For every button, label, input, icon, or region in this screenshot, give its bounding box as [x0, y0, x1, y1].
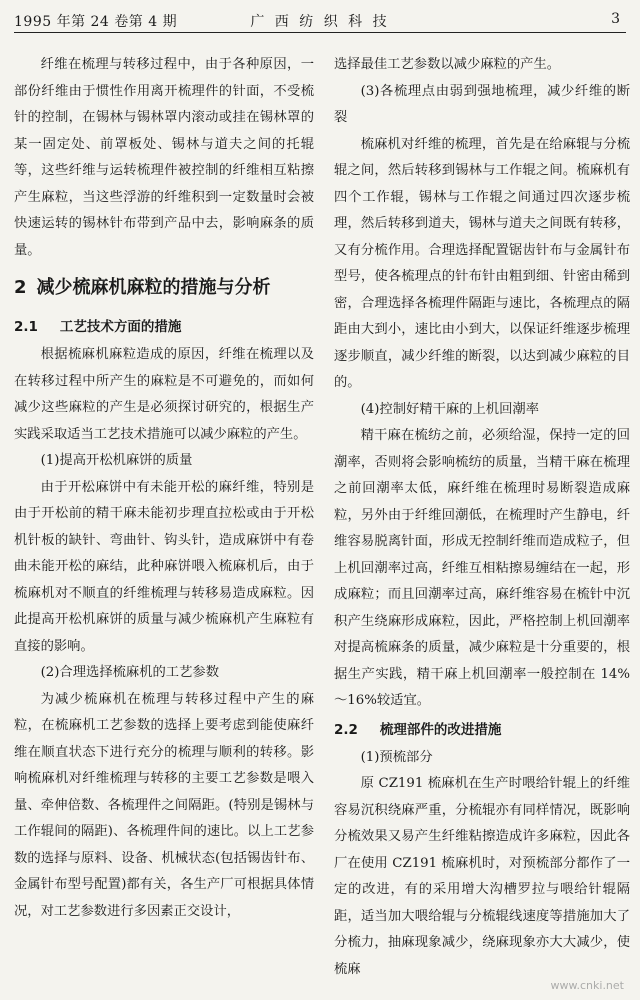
journal-issue: 1995 年第 24 卷第 4 期 [14, 14, 178, 30]
subsection-2-2-title: 梳理部件的改进措施 [379, 721, 502, 738]
subsection-2-1-title: 工艺技术方面的措施 [59, 319, 182, 335]
section-2-heading [14, 276, 314, 300]
page-number: 3 [611, 11, 620, 27]
item-5-paragraph: 原 CZ191 梳麻机在生产时喂给针辊上的纤维容易沉积绕麻严重，分梳辊亦有同样情况，既影响分梳效果又易产生纤维粘擦造成许多麻粒，因此各厂在使用 CZ191 梳麻机时，对预梳部分都作了一定的改进，有的采用增大沟槽罗拉与喂给针辊隔距，适当加大喂给辊与分梳辊线速度等措施加大了分梳力，抽麻现象减少，绕麻现象亦大大减少，使梳麻 [334, 776, 630, 977]
item-4-paragraph: 精干麻在梳纺之前，必须给湿，保持一定的回潮率，否则将会影响梳纺的质量，当精干麻在梳理之前回潮率太低，麻纤维在梳理时易断裂造成麻粒，另外由于纤维回潮低，在梳理时产生静电，纤维容易脱离针面，形成无控制纤维而造成粒子，但上机回潮率过高，纤维互相粘擦易缠结在一起，形成麻粒；而且回潮率过高，麻纤维容易在梳针中沉积产生绕麻形成麻粒，因此，严格控制上机回潮率对提高梳麻条的质量，减少麻粒是十分重要的，根据生产实践，精干麻上机回潮率一般控制在 14%～16%较适宜。 [334, 428, 630, 708]
right-column [334, 52, 630, 994]
left-column [14, 52, 314, 994]
item-2-title: (2)合理选择梳麻机的工艺参数 [40, 665, 219, 680]
journal-title: 广 西 纺 织 科 技 [250, 14, 390, 30]
item-1-paragraph: 由于开松麻饼中有未能开松的麻纤维，特别是由于开松前的精干麻未能初步理直拉松或由于开松机针板的缺针、弯曲针、钩头针，造成麻饼中有卷曲未能开松的麻结，此种麻饼喂入梳麻机后，由于梳麻机对不顺直的纤维梳理与转移易造成麻粒。因此提高开松机麻饼的质量与减少梳麻机产生麻粒有直接的影响。 [14, 479, 314, 654]
watermark: www.cnki.net [550, 979, 624, 992]
item-2-paragraph: 为减少梳麻机在梳理与转移过程中产生的麻粒，在梳麻机工艺参数的选择上要考虑到能使麻纤维在顺直状态下进行充分的梳理与顺利的转移。影响梳麻机对纤维梳理与转移的主要工艺参数是喂入量、牵伸倍数、各梳理件之间隔距。(特别是锡林与工作辊间的隔距)、各梳理件间的速比。以上工艺参数的选择与原料、设备、机械状态(包括锡齿针布、金属针布型号配置)都有关，各生产厂可根据具体情况，对工艺参数进行多因素正交设计， [14, 691, 314, 919]
intro-paragraph: 纤维在梳理与转移过程中，由于各种原因，一部份纤维由于惯性作用离开梳理件的针面，不受梳针的控制，在锡林与锡林罩内滚动或挂在锡林罩的某一固定处、前罩板处、锡林与道夫之间的托辊等，这些纤维与运转梳理件被控制的纤维相互粘擦产生麻粒，当这些浮游的纤维积到一定数量时会被快速运转的锡林针布带到产品中去，影响麻条的质量。 [14, 57, 314, 258]
section-2-title: 减少梳麻机麻粒的措施与分析 [36, 277, 271, 298]
subsection-2-2-heading [334, 717, 630, 743]
subsection-2-1-heading [14, 314, 314, 340]
item-5-title: (1)预梳部分 [360, 749, 433, 765]
item-1-title: (1)提高开松机麻饼的质量 [40, 453, 193, 468]
item-4-title: (4)控制好精干麻的上机回潮率 [360, 401, 539, 417]
section-2-number: 2 [14, 277, 27, 298]
subsection-2-1-paragraph: 根据梳麻机麻粒造成的原因，纤维在梳理以及在转移过程中所产生的麻粒是不可避免的，而如何减少这些麻粒的产生是必须探讨研究的，根据生产实践采取适当工艺技术措施可以减少麻粒的产生。 [14, 347, 314, 442]
subsection-2-1-number: 2.1 [14, 319, 38, 335]
item-3-paragraph: 梳麻机对纤维的梳理，首先是在给麻辊与分梳辊之间，然后转移到锡林与工作辊之间。梳麻机有四个工作辊，锡林与工作辊之间通过四次逐步梳理，然后转移到道夫，锡林与道夫之间既有转移，又有分梳作用。合理选择配置锯齿针布与金属针布型号，使各梳理点的针布针由粗到细、针密由稀到密，合理选择各梳理件隔距与速比，各梳理点的隔距由大到小，速比由小到大，以保证纤维逐步梳理逐步顺直，减少纤维的断裂，以达到减少麻粒的目的。 [334, 136, 630, 390]
item-3-title: (3)各梳理点由弱到强地梳理，减少纤维的断裂 [334, 83, 630, 125]
item-2-continuation: 选择最佳工艺参数以减少麻粒的产生。 [334, 57, 561, 72]
page-header [14, 6, 626, 33]
subsection-2-2-number: 2.2 [334, 721, 358, 738]
